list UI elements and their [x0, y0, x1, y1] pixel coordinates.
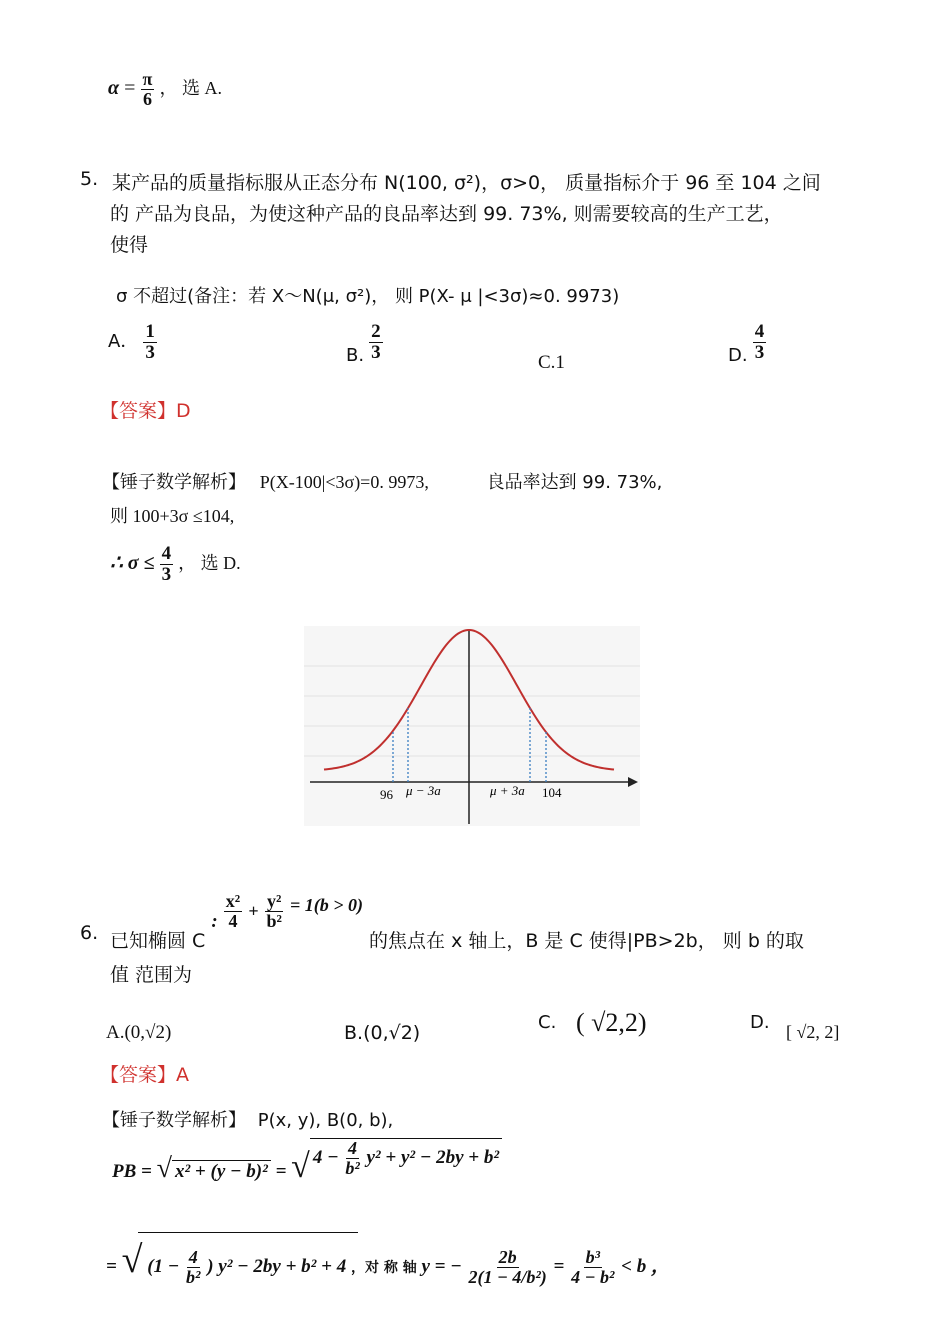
q5-option-c: C.1: [538, 352, 565, 373]
sigma-bound-prefix: ∴ σ ≤: [110, 551, 155, 574]
final-formula: [106, 1238, 670, 1287]
q5-answer: 【答案】D: [100, 400, 191, 422]
fraction-numerator: 4: [188, 1247, 198, 1268]
axis-y: y = −: [421, 1256, 462, 1277]
fraction-numerator: 4: [754, 321, 765, 342]
q6-analysis-line-1: [102, 1106, 393, 1132]
fraction-numerator: 4: [161, 543, 172, 564]
radical-sign-3: √: [121, 1239, 143, 1281]
q5-analysis-line-2: 则 100+3σ ≤104,: [110, 506, 235, 526]
radical-sign-1: √: [156, 1153, 172, 1184]
q5-option-b: [346, 321, 383, 366]
eq-plus: +: [248, 900, 259, 921]
q6-line-1: [110, 891, 804, 952]
pb-radicand-1: x² + (y − b)²: [172, 1160, 271, 1183]
q6-number: 6.: [80, 922, 99, 944]
fraction-numerator: x²: [225, 891, 241, 911]
axis-equals: =: [553, 1256, 565, 1277]
axis-fraction-2: [569, 1248, 616, 1287]
q6-option-c-value: ( √2,2): [576, 1008, 647, 1037]
q5-line-4: σ 不超过(备注：若 X～N(μ, σ²)， 则 P(X- μ |<3σ)≈0. 9973): [116, 286, 620, 307]
q6-option-d-label: D.: [750, 1012, 770, 1033]
q5-number: 5.: [80, 168, 99, 190]
fraction-denominator: 3: [371, 341, 381, 363]
radicand-part: ) y² − 2by + b² + 4: [207, 1256, 347, 1277]
q5-option-d: [728, 321, 766, 366]
option-fraction: [143, 322, 157, 363]
final-equals: =: [106, 1256, 117, 1277]
label-104: 104: [542, 785, 562, 800]
q5-analysis-line-1: [102, 468, 662, 494]
y-squared-over-b-squared: [265, 892, 284, 931]
q6-answer: 【答案】A: [100, 1064, 189, 1086]
pb-lhs: PB =: [112, 1161, 152, 1182]
top-conclusion: [108, 70, 222, 109]
fraction-denominator: b²: [266, 910, 282, 931]
analysis-title: 【锤子数学解析】: [102, 1110, 246, 1131]
label-96: 96: [380, 787, 393, 802]
q6-option-c-label: C.: [538, 1012, 557, 1033]
q6-line-2: 值 范围为: [110, 964, 193, 986]
x-squared-over-4: [224, 892, 242, 931]
axis-fraction-1: [466, 1248, 548, 1287]
q6-option-a: A.(0,√2): [106, 1022, 172, 1043]
analysis-yield: 良品率达到 99. 73%,: [486, 472, 663, 493]
q5-option-a: [108, 322, 157, 363]
axis-label: ，对 称 轴: [350, 1260, 417, 1276]
q6-option-d-value: [ √2, 2]: [786, 1022, 840, 1042]
four-over-b-squared: [184, 1248, 202, 1287]
fraction-numerator: 2: [371, 321, 381, 342]
q5-line-3: 使得: [110, 234, 149, 256]
radical-sign-2: √: [291, 1148, 310, 1185]
label-mu-minus-3a: μ − 3a: [406, 783, 441, 798]
fraction-denominator: 2(1 − 4/b²): [468, 1267, 547, 1288]
pb-equals: =: [275, 1161, 287, 1182]
label-mu-plus-3a: μ + 3a: [490, 783, 525, 798]
radicand-part: (1 −: [147, 1256, 180, 1277]
top-tail-text: ， 选 A.: [159, 77, 223, 98]
final-radicand: [142, 1247, 351, 1288]
fraction-numerator: 2b: [498, 1247, 517, 1268]
fraction-numerator: 1: [145, 321, 155, 342]
normal-distribution-figure: [304, 626, 640, 826]
analysis-points: P(x, y), B(0, b),: [257, 1110, 394, 1131]
q5-line-1: 某产品的质量指标服从正态分布 N(100, σ²)，σ>0， 质量指标介于 96 至 104 之间: [112, 172, 821, 194]
analysis-title: 【锤子数学解析】: [102, 472, 246, 493]
pb-radicand-2: [310, 1138, 502, 1178]
fraction-denominator: b²: [186, 1267, 201, 1288]
fraction-denominator: 3: [145, 341, 155, 363]
eq-colon: :: [211, 910, 218, 932]
axis-tail: < b ，: [621, 1256, 670, 1277]
fraction-numerator: π: [142, 69, 153, 89]
q5-line-2: 的 产品为良品，为使这种产品的良品率达到 99. 73%, 则需要较高的生产工艺，: [110, 203, 783, 225]
fraction-numerator: 4: [348, 1138, 358, 1159]
four-thirds-fraction: [160, 544, 174, 585]
option-fraction: [753, 322, 767, 363]
fraction-denominator: 3: [754, 341, 765, 363]
option-label: D.: [728, 344, 748, 366]
q5-conclusion: [110, 544, 241, 585]
radicand-part: 4 −: [312, 1147, 339, 1168]
eq-rest: = 1(b > 0): [289, 894, 363, 915]
alpha-symbol: α: [108, 76, 120, 99]
option-label: A．: [108, 330, 139, 352]
radical-overline: [138, 1232, 358, 1233]
four-over-b-squared: [343, 1139, 361, 1178]
option-fraction: [369, 322, 383, 363]
fraction-denominator: 6: [142, 88, 152, 109]
q6-intro: 已知椭圆 C: [110, 929, 206, 952]
radicand-part: y² + y² − 2by + b²: [366, 1147, 500, 1168]
equals-sign: =: [124, 76, 136, 99]
analysis-probability: P(X-100|<3σ)=0. 9973,: [259, 472, 429, 492]
fraction-denominator: 4 − b²: [571, 1267, 615, 1288]
pi-over-6-fraction: [141, 70, 155, 109]
fraction-numerator: b³: [585, 1247, 600, 1268]
conclusion-tail: ， 选 D.: [178, 552, 241, 573]
q6-option-b: B.(0,√2): [344, 1022, 421, 1044]
fraction-numerator: y²: [267, 891, 282, 911]
pb-formula: [112, 1134, 502, 1185]
fraction-denominator: b²: [345, 1158, 360, 1179]
fraction-denominator: 3: [161, 563, 172, 585]
q6-condition: 的焦点在 x 轴上，B 是 C 使得|PB>2b， 则 b 的取: [369, 929, 804, 952]
fraction-denominator: 4: [228, 910, 238, 931]
option-label: B.: [346, 344, 365, 366]
